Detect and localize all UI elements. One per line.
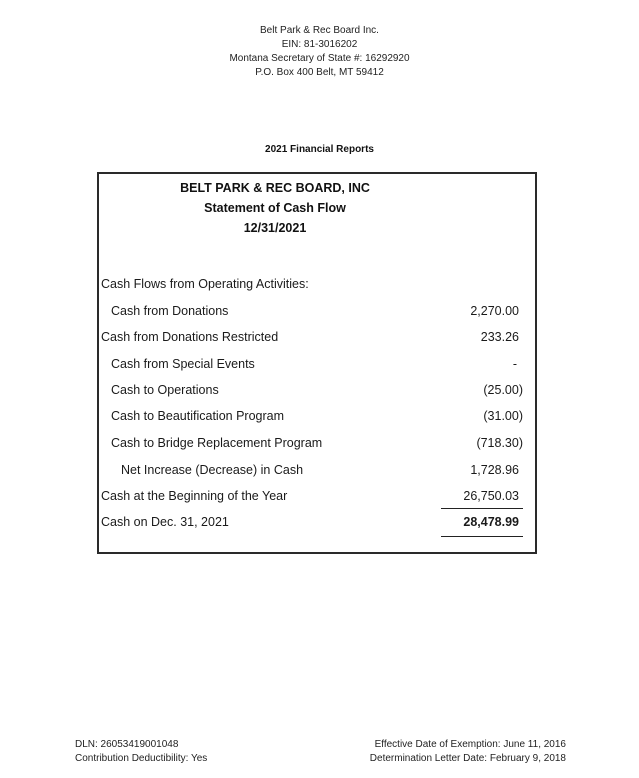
row-label: Cash to Bridge Replacement Program bbox=[111, 436, 323, 450]
report-title: 2021 Financial Reports bbox=[265, 144, 374, 155]
table-row-total bbox=[99, 512, 535, 532]
determination-letter-date: Determination Letter Date: February 9, 2018 bbox=[369, 753, 566, 764]
table-row bbox=[99, 380, 535, 400]
table-row bbox=[99, 433, 535, 453]
dln-number: DLN: 26053419001048 bbox=[75, 739, 179, 750]
row-value: 2,270.00 bbox=[470, 304, 519, 318]
subtotal-rule bbox=[441, 508, 523, 509]
row-value: 233.26 bbox=[480, 330, 519, 344]
footer-left bbox=[75, 738, 207, 766]
organization-name: Belt Park & Rec Board Inc. bbox=[260, 25, 379, 36]
row-value: - bbox=[512, 357, 517, 371]
section-heading-row bbox=[99, 274, 535, 294]
statement-entity: BELT PARK & REC BOARD, INC bbox=[180, 181, 370, 195]
state-registration-number: Montana Secretary of State #: 16292920 bbox=[229, 53, 410, 64]
row-label: Cash from Donations bbox=[111, 304, 229, 318]
statement-date: 12/31/2021 bbox=[243, 221, 307, 235]
table-row bbox=[99, 486, 535, 506]
table-row bbox=[99, 460, 535, 480]
row-value: 26,750.03 bbox=[463, 489, 519, 503]
total-rule bbox=[441, 536, 523, 537]
organization-header bbox=[0, 24, 639, 80]
statement-title: Statement of Cash Flow bbox=[204, 201, 346, 215]
exemption-effective-date: Effective Date of Exemption: June 11, 2016 bbox=[374, 739, 566, 750]
row-value: 28,478.99 bbox=[463, 515, 519, 529]
row-value: (718.30) bbox=[476, 436, 523, 450]
table-row bbox=[99, 301, 535, 321]
organization-address: P.O. Box 400 Belt, MT 59412 bbox=[255, 67, 384, 78]
row-label: Cash on Dec. 31, 2021 bbox=[101, 515, 229, 529]
section-heading: Cash Flows from Operating Activities: bbox=[101, 277, 309, 291]
row-value: (31.00) bbox=[483, 409, 523, 423]
row-label: Net Increase (Decrease) in Cash bbox=[121, 463, 304, 477]
row-value: (25.00) bbox=[483, 383, 523, 397]
row-label: Cash to Beautification Program bbox=[111, 409, 285, 423]
cash-flow-statement bbox=[97, 172, 537, 554]
table-row bbox=[99, 354, 535, 374]
row-value: 1,728.96 bbox=[470, 463, 519, 477]
organization-ein: EIN: 81-3016202 bbox=[281, 39, 358, 50]
row-label: Cash to Operations bbox=[111, 383, 219, 397]
row-label: Cash from Special Events bbox=[111, 357, 255, 371]
table-row bbox=[99, 406, 535, 426]
table-row bbox=[99, 327, 535, 347]
footer-right bbox=[370, 738, 566, 766]
statement-header bbox=[99, 178, 451, 238]
contribution-deductibility: Contribution Deductibility: Yes bbox=[75, 753, 208, 764]
row-label: Cash from Donations Restricted bbox=[101, 330, 279, 344]
row-label: Cash at the Beginning of the Year bbox=[101, 489, 288, 503]
